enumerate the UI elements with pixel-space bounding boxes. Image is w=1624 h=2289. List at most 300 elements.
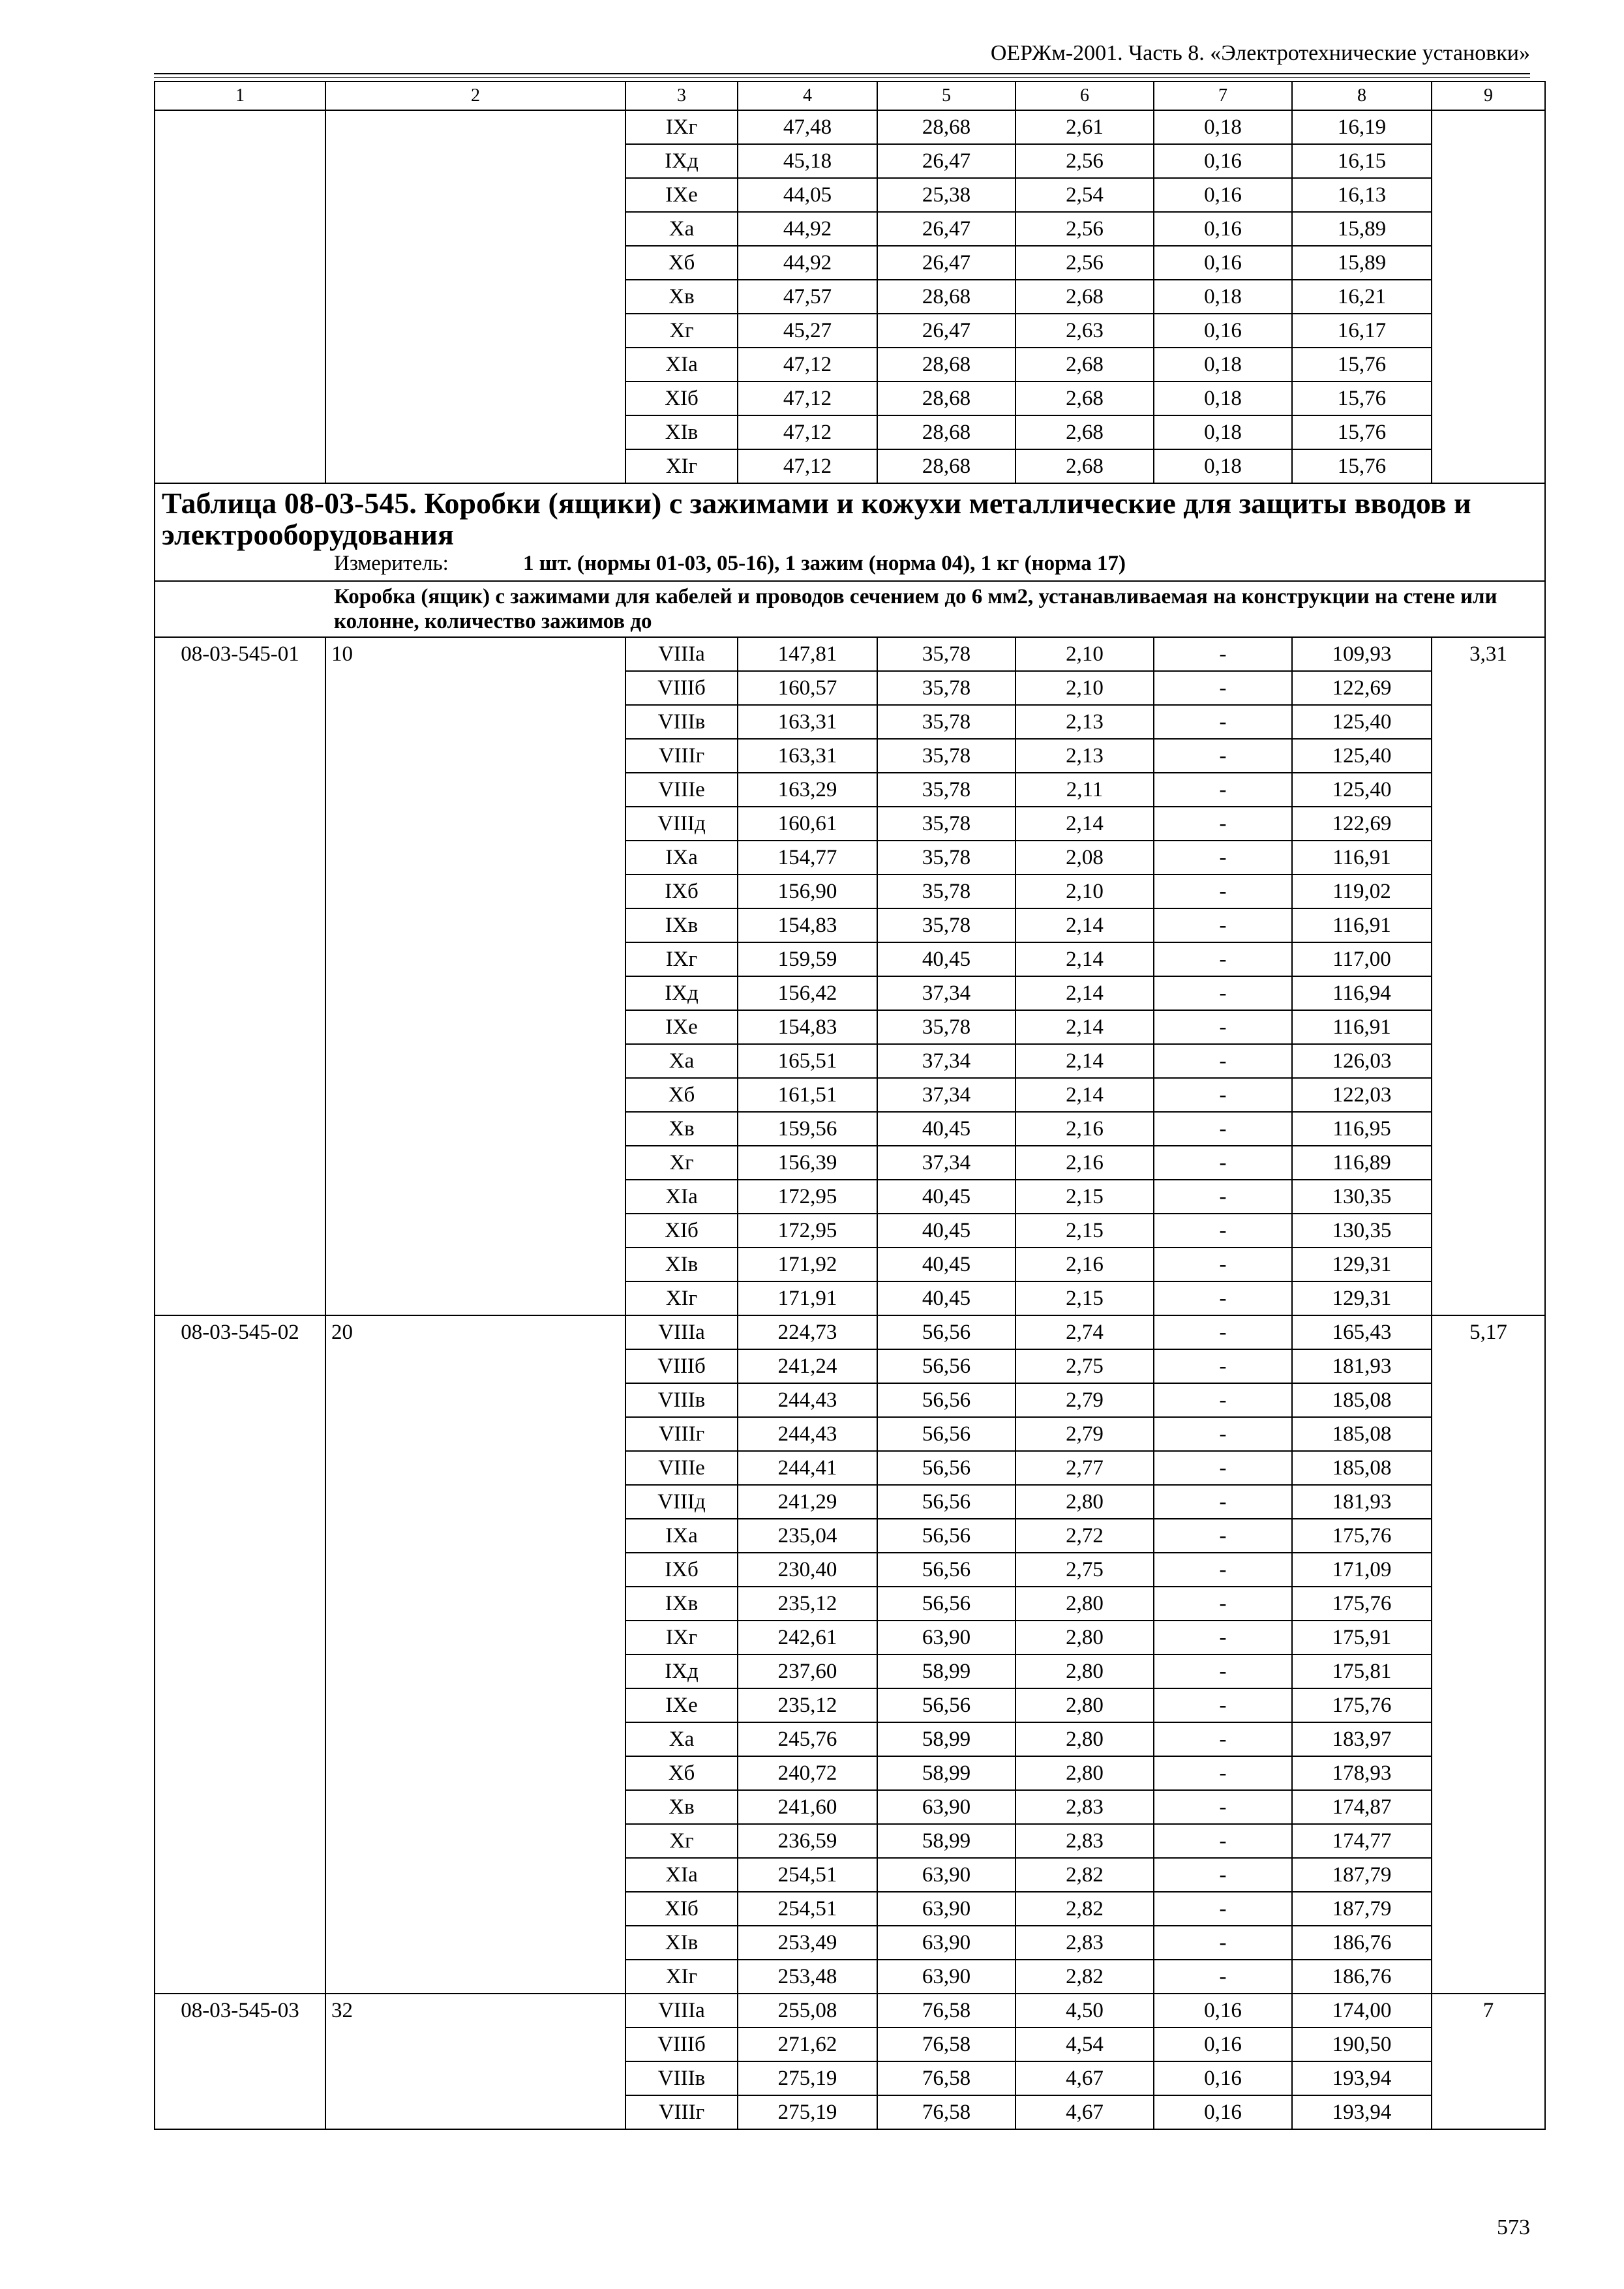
direct-cost-cell: 47,12 (738, 348, 877, 382)
zone-cell: VIIIв (625, 1383, 738, 1417)
direct-cost-cell: 159,59 (738, 942, 877, 976)
direct-cost-cell: 244,41 (738, 1451, 877, 1485)
zone-cell: XIб (625, 1214, 738, 1248)
description-cell (325, 110, 625, 483)
direct-cost-cell: 236,59 (738, 1824, 877, 1858)
direct-cost-cell: 47,12 (738, 415, 877, 449)
direct-cost-cell: 160,57 (738, 671, 877, 705)
column-number-row (155, 82, 1545, 110)
machine-cost-cell: 2,56 (1015, 246, 1154, 280)
zone-cell: IXд (625, 144, 738, 178)
material-cost-cell: 15,76 (1292, 415, 1432, 449)
operator-wage-cell: - (1154, 1248, 1292, 1281)
zone-cell: Xв (625, 280, 738, 314)
operator-wage-cell: 0,16 (1154, 2095, 1292, 2129)
wage-cell: 26,47 (877, 212, 1015, 246)
direct-cost-cell: 271,62 (738, 2027, 877, 2061)
material-cost-cell: 190,50 (1292, 2027, 1432, 2061)
wage-cell: 28,68 (877, 348, 1015, 382)
zone-cell: IXе (625, 1010, 738, 1044)
operator-wage-cell: - (1154, 1553, 1292, 1587)
wage-cell: 56,56 (877, 1587, 1015, 1621)
material-cost-cell: 16,17 (1292, 314, 1432, 348)
direct-cost-cell: 47,12 (738, 449, 877, 483)
direct-cost-cell: 241,24 (738, 1349, 877, 1383)
operator-wage-cell: - (1154, 942, 1292, 976)
operator-wage-cell: - (1154, 637, 1292, 671)
direct-cost-cell: 45,27 (738, 314, 877, 348)
material-cost-cell: 116,91 (1292, 908, 1432, 942)
material-cost-cell: 116,89 (1292, 1146, 1432, 1180)
wage-cell: 25,38 (877, 178, 1015, 212)
zone-cell: IXа (625, 1519, 738, 1553)
material-cost-cell: 175,76 (1292, 1587, 1432, 1621)
machine-cost-cell: 2,79 (1015, 1383, 1154, 1417)
wage-cell: 58,99 (877, 1824, 1015, 1858)
wage-cell: 76,58 (877, 1994, 1015, 2027)
direct-cost-cell: 147,81 (738, 637, 877, 671)
zone-cell: Xв (625, 1790, 738, 1824)
material-cost-cell: 125,40 (1292, 773, 1432, 807)
material-cost-cell: 171,09 (1292, 1553, 1432, 1587)
material-cost-cell: 116,95 (1292, 1112, 1432, 1146)
wage-cell: 37,34 (877, 1146, 1015, 1180)
direct-cost-cell: 44,92 (738, 212, 877, 246)
direct-cost-cell: 163,29 (738, 773, 877, 807)
header-rule-thin (154, 77, 1530, 78)
direct-cost-cell: 254,51 (738, 1892, 877, 1926)
machine-cost-cell: 2,68 (1015, 280, 1154, 314)
direct-cost-cell: 47,12 (738, 382, 877, 415)
machine-cost-cell: 4,50 (1015, 1994, 1154, 2027)
material-cost-cell: 125,40 (1292, 739, 1432, 773)
zone-cell: Xг (625, 314, 738, 348)
direct-cost-cell: 44,05 (738, 178, 877, 212)
machine-cost-cell: 2,82 (1015, 1960, 1154, 1994)
machine-cost-cell: 2,72 (1015, 1519, 1154, 1553)
wage-cell: 26,47 (877, 144, 1015, 178)
zone-cell: XIв (625, 1926, 738, 1960)
wage-cell: 40,45 (877, 1112, 1015, 1146)
material-cost-cell: 193,94 (1292, 2061, 1432, 2095)
machine-cost-cell: 2,15 (1015, 1180, 1154, 1214)
wage-cell: 35,78 (877, 807, 1015, 841)
machine-cost-cell: 2,56 (1015, 144, 1154, 178)
operator-wage-cell: 0,16 (1154, 178, 1292, 212)
zone-cell: VIIIб (625, 2027, 738, 2061)
zone-cell: IXв (625, 1587, 738, 1621)
wage-cell: 40,45 (877, 1248, 1015, 1281)
machine-cost-cell: 2,80 (1015, 1654, 1154, 1688)
zone-cell: VIIIв (625, 705, 738, 739)
table-caption (155, 483, 1545, 581)
material-cost-cell: 178,93 (1292, 1756, 1432, 1790)
table-title: Таблица 08-03-545. Коробки (ящики) с зажимами и кожухи металлические для защиты вводов и электрооборудования (162, 486, 1471, 551)
zone-cell: XIв (625, 415, 738, 449)
direct-cost-cell: 244,43 (738, 1383, 877, 1417)
wage-cell: 26,47 (877, 246, 1015, 280)
machine-cost-cell: 2,68 (1015, 348, 1154, 382)
wage-cell: 35,78 (877, 739, 1015, 773)
operator-wage-cell: - (1154, 1383, 1292, 1417)
subcaption-row (155, 581, 1545, 637)
table-row (155, 637, 1545, 671)
page-header: ОЕРЖм-2001. Часть 8. «Электротехнические установки» (990, 41, 1530, 65)
machine-cost-cell: 2,11 (1015, 773, 1154, 807)
material-cost-cell: 175,76 (1292, 1688, 1432, 1722)
direct-cost-cell: 230,40 (738, 1553, 877, 1587)
column-number-cell: 4 (738, 82, 877, 110)
material-cost-cell: 122,69 (1292, 807, 1432, 841)
direct-cost-cell: 241,29 (738, 1485, 877, 1519)
norm-description-cell: 10 (325, 637, 625, 1315)
operator-wage-cell: 0,16 (1154, 144, 1292, 178)
material-cost-cell: 116,94 (1292, 976, 1432, 1010)
wage-cell: 28,68 (877, 110, 1015, 144)
unit-value: 1 шт. (нормы 01-03, 05-16), 1 зажим (норма 04), 1 кг (норма 17) (523, 552, 1126, 575)
zone-cell: IXб (625, 875, 738, 908)
operator-wage-cell: - (1154, 1315, 1292, 1349)
wage-cell: 56,56 (877, 1417, 1015, 1451)
zone-cell: IXг (625, 1621, 738, 1654)
machine-cost-cell: 2,10 (1015, 637, 1154, 671)
operator-wage-cell: - (1154, 1349, 1292, 1383)
direct-cost-cell: 156,39 (738, 1146, 877, 1180)
zone-cell: XIг (625, 449, 738, 483)
direct-cost-cell: 254,51 (738, 1858, 877, 1892)
zone-cell: VIIIа (625, 637, 738, 671)
norm-extra-cell: 7 (1432, 1994, 1545, 2129)
direct-cost-cell: 159,56 (738, 1112, 877, 1146)
operator-wage-cell: - (1154, 1824, 1292, 1858)
wage-cell: 63,90 (877, 1926, 1015, 1960)
wage-cell: 76,58 (877, 2027, 1015, 2061)
header-rule (154, 73, 1530, 74)
operator-wage-cell: - (1154, 1112, 1292, 1146)
material-cost-cell: 117,00 (1292, 942, 1432, 976)
zone-cell: Xб (625, 246, 738, 280)
material-cost-cell: 165,43 (1292, 1315, 1432, 1349)
material-cost-cell: 15,89 (1292, 212, 1432, 246)
machine-cost-cell: 2,68 (1015, 449, 1154, 483)
direct-cost-cell: 160,61 (738, 807, 877, 841)
zone-cell: VIIIд (625, 807, 738, 841)
operator-wage-cell: 0,18 (1154, 449, 1292, 483)
operator-wage-cell: - (1154, 1519, 1292, 1553)
material-cost-cell: 187,79 (1292, 1858, 1432, 1892)
operator-wage-cell: - (1154, 875, 1292, 908)
direct-cost-cell: 241,60 (738, 1790, 877, 1824)
direct-cost-cell: 245,76 (738, 1722, 877, 1756)
material-cost-cell: 193,94 (1292, 2095, 1432, 2129)
direct-cost-cell: 154,83 (738, 908, 877, 942)
direct-cost-cell: 172,95 (738, 1214, 877, 1248)
machine-cost-cell: 2,14 (1015, 942, 1154, 976)
operator-wage-cell: - (1154, 1078, 1292, 1112)
material-cost-cell: 185,08 (1292, 1383, 1432, 1417)
operator-wage-cell: - (1154, 1044, 1292, 1078)
operator-wage-cell: 0,16 (1154, 1994, 1292, 2027)
material-cost-cell: 174,00 (1292, 1994, 1432, 2027)
norm-code-cell: 08-03-545-03 (155, 1994, 325, 2129)
direct-cost-cell: 255,08 (738, 1994, 877, 2027)
machine-cost-cell: 2,61 (1015, 110, 1154, 144)
machine-cost-cell: 2,15 (1015, 1214, 1154, 1248)
material-cost-cell: 185,08 (1292, 1417, 1432, 1451)
zone-cell: VIIIа (625, 1994, 738, 2027)
zone-cell: IXг (625, 942, 738, 976)
operator-wage-cell: - (1154, 1451, 1292, 1485)
material-cost-cell: 15,89 (1292, 246, 1432, 280)
operator-wage-cell: - (1154, 739, 1292, 773)
wage-cell: 56,56 (877, 1383, 1015, 1417)
material-cost-cell: 116,91 (1292, 841, 1432, 875)
operator-wage-cell: 0,16 (1154, 212, 1292, 246)
direct-cost-cell: 163,31 (738, 705, 877, 739)
zone-cell: Xа (625, 1044, 738, 1078)
operator-wage-cell: 0,18 (1154, 415, 1292, 449)
operator-wage-cell: - (1154, 841, 1292, 875)
material-cost-cell: 122,69 (1292, 671, 1432, 705)
wage-cell: 40,45 (877, 1281, 1015, 1315)
table-body (155, 82, 1545, 2129)
wage-cell: 28,68 (877, 415, 1015, 449)
table-row (155, 1315, 1545, 1349)
direct-cost-cell: 171,92 (738, 1248, 877, 1281)
machine-cost-cell: 4,54 (1015, 2027, 1154, 2061)
machine-cost-cell: 2,80 (1015, 1756, 1154, 1790)
zone-cell: IXе (625, 1688, 738, 1722)
zone-cell: IXа (625, 841, 738, 875)
norm-code-cell: 08-03-545-01 (155, 637, 325, 1315)
direct-cost-cell: 44,92 (738, 246, 877, 280)
machine-cost-cell: 2,10 (1015, 875, 1154, 908)
machine-cost-cell: 2,75 (1015, 1349, 1154, 1383)
wage-cell: 35,78 (877, 671, 1015, 705)
operator-wage-cell: - (1154, 908, 1292, 942)
direct-cost-cell: 244,43 (738, 1417, 877, 1451)
wage-cell: 26,47 (877, 314, 1015, 348)
machine-cost-cell: 2,15 (1015, 1281, 1154, 1315)
column-number-cell: 3 (625, 82, 738, 110)
column-number-cell: 9 (1432, 82, 1545, 110)
material-cost-cell: 125,40 (1292, 705, 1432, 739)
unit-line (162, 550, 1538, 576)
direct-cost-cell: 171,91 (738, 1281, 877, 1315)
zone-cell: XIа (625, 1858, 738, 1892)
zone-cell: VIIIб (625, 1349, 738, 1383)
wage-cell: 37,34 (877, 1044, 1015, 1078)
material-cost-cell: 174,77 (1292, 1824, 1432, 1858)
zone-cell: IXе (625, 178, 738, 212)
material-cost-cell: 130,35 (1292, 1180, 1432, 1214)
zone-cell: Xг (625, 1824, 738, 1858)
machine-cost-cell: 2,10 (1015, 671, 1154, 705)
direct-cost-cell: 47,48 (738, 110, 877, 144)
material-cost-cell: 183,97 (1292, 1722, 1432, 1756)
material-cost-cell: 16,19 (1292, 110, 1432, 144)
operator-wage-cell: 0,16 (1154, 2027, 1292, 2061)
wage-cell: 28,68 (877, 382, 1015, 415)
operator-wage-cell: - (1154, 705, 1292, 739)
material-cost-cell: 16,15 (1292, 144, 1432, 178)
operator-wage-cell: - (1154, 1790, 1292, 1824)
wage-cell: 35,78 (877, 637, 1015, 671)
column-number-cell: 8 (1292, 82, 1432, 110)
wage-cell: 63,90 (877, 1621, 1015, 1654)
operator-wage-cell: - (1154, 1180, 1292, 1214)
direct-cost-cell: 253,49 (738, 1926, 877, 1960)
wage-cell: 76,58 (877, 2061, 1015, 2095)
machine-cost-cell: 2,16 (1015, 1112, 1154, 1146)
zone-cell: VIIIг (625, 2095, 738, 2129)
column-number-cell: 2 (325, 82, 625, 110)
operator-wage-cell: - (1154, 1010, 1292, 1044)
zone-cell: VIIIе (625, 773, 738, 807)
material-cost-cell: 187,79 (1292, 1892, 1432, 1926)
machine-cost-cell: 2,80 (1015, 1485, 1154, 1519)
direct-cost-cell: 275,19 (738, 2095, 877, 2129)
zone-cell: IXв (625, 908, 738, 942)
machine-cost-cell: 2,83 (1015, 1790, 1154, 1824)
zone-cell: IXг (625, 110, 738, 144)
norm-description-cell: 20 (325, 1315, 625, 1994)
norm-table (154, 81, 1546, 2130)
operator-wage-cell: 0,16 (1154, 2061, 1292, 2095)
machine-cost-cell: 2,77 (1015, 1451, 1154, 1485)
operator-wage-cell: - (1154, 1485, 1292, 1519)
wage-cell: 56,56 (877, 1485, 1015, 1519)
zone-cell: Xб (625, 1078, 738, 1112)
machine-cost-cell: 2,63 (1015, 314, 1154, 348)
wage-cell: 56,56 (877, 1553, 1015, 1587)
operator-wage-cell: - (1154, 1281, 1292, 1315)
material-cost-cell: 15,76 (1292, 382, 1432, 415)
wage-cell: 40,45 (877, 1214, 1015, 1248)
direct-cost-cell: 47,57 (738, 280, 877, 314)
table-caption-row (155, 483, 1545, 581)
operator-wage-cell: 0,16 (1154, 314, 1292, 348)
direct-cost-cell: 224,73 (738, 1315, 877, 1349)
wage-cell: 56,56 (877, 1688, 1015, 1722)
table-row (155, 1994, 1545, 2027)
direct-cost-cell: 154,77 (738, 841, 877, 875)
material-cost-cell: 174,87 (1292, 1790, 1432, 1824)
table-row (155, 110, 1545, 144)
wage-cell: 35,78 (877, 841, 1015, 875)
direct-cost-cell: 253,48 (738, 1960, 877, 1994)
material-cost-cell: 16,21 (1292, 280, 1432, 314)
wage-cell: 56,56 (877, 1451, 1015, 1485)
wage-cell: 76,58 (877, 2095, 1015, 2129)
wage-cell: 63,90 (877, 1790, 1015, 1824)
extra-cell (1432, 110, 1545, 483)
wage-cell: 37,34 (877, 976, 1015, 1010)
machine-cost-cell: 2,14 (1015, 1044, 1154, 1078)
wage-cell: 28,68 (877, 449, 1015, 483)
wage-cell: 35,78 (877, 908, 1015, 942)
material-cost-cell: 126,03 (1292, 1044, 1432, 1078)
direct-cost-cell: 240,72 (738, 1756, 877, 1790)
operator-wage-cell: - (1154, 1688, 1292, 1722)
norm-extra-cell: 3,31 (1432, 637, 1545, 1315)
direct-cost-cell: 154,83 (738, 1010, 877, 1044)
operator-wage-cell: - (1154, 976, 1292, 1010)
norm-description-cell: 32 (325, 1994, 625, 2129)
wage-cell: 56,56 (877, 1349, 1015, 1383)
operator-wage-cell: - (1154, 1417, 1292, 1451)
operator-wage-cell: - (1154, 1654, 1292, 1688)
page-number: 573 (1497, 2215, 1530, 2239)
material-cost-cell: 119,02 (1292, 875, 1432, 908)
norm-code-cell: 08-03-545-02 (155, 1315, 325, 1994)
wage-cell: 56,56 (877, 1519, 1015, 1553)
direct-cost-cell: 235,12 (738, 1587, 877, 1621)
zone-cell: Xв (625, 1112, 738, 1146)
subcaption: Коробка (ящик) с зажимами для кабелей и проводов сечением до 6 мм2, устанавливаемая на конструкции на стене или колонне, количество зажимов до (155, 581, 1545, 637)
material-cost-cell: 181,93 (1292, 1349, 1432, 1383)
column-number-cell: 5 (877, 82, 1015, 110)
material-cost-cell: 129,31 (1292, 1281, 1432, 1315)
machine-cost-cell: 2,13 (1015, 705, 1154, 739)
zone-cell: VIIIб (625, 671, 738, 705)
operator-wage-cell: - (1154, 773, 1292, 807)
material-cost-cell: 15,76 (1292, 449, 1432, 483)
direct-cost-cell: 161,51 (738, 1078, 877, 1112)
operator-wage-cell: - (1154, 1858, 1292, 1892)
zone-cell: Xа (625, 1722, 738, 1756)
operator-wage-cell: - (1154, 671, 1292, 705)
code-cell (155, 110, 325, 483)
wage-cell: 40,45 (877, 942, 1015, 976)
zone-cell: Xа (625, 212, 738, 246)
wage-cell: 63,90 (877, 1858, 1015, 1892)
material-cost-cell: 175,81 (1292, 1654, 1432, 1688)
zone-cell: VIIIа (625, 1315, 738, 1349)
column-number-cell: 1 (155, 82, 325, 110)
operator-wage-cell: - (1154, 1214, 1292, 1248)
wage-cell: 28,68 (877, 280, 1015, 314)
zone-cell: VIIIд (625, 1485, 738, 1519)
direct-cost-cell: 163,31 (738, 739, 877, 773)
material-cost-cell: 129,31 (1292, 1248, 1432, 1281)
zone-cell: XIг (625, 1281, 738, 1315)
column-number-cell: 6 (1015, 82, 1154, 110)
zone-cell: XIа (625, 348, 738, 382)
zone-cell: VIIIв (625, 2061, 738, 2095)
machine-cost-cell: 2,68 (1015, 382, 1154, 415)
unit-label: Измеритель: (334, 552, 449, 575)
machine-cost-cell: 2,14 (1015, 908, 1154, 942)
operator-wage-cell: - (1154, 1926, 1292, 1960)
operator-wage-cell: - (1154, 1621, 1292, 1654)
machine-cost-cell: 2,14 (1015, 1010, 1154, 1044)
material-cost-cell: 175,91 (1292, 1621, 1432, 1654)
machine-cost-cell: 2,82 (1015, 1858, 1154, 1892)
operator-wage-cell: 0,18 (1154, 280, 1292, 314)
zone-cell: IXд (625, 1654, 738, 1688)
material-cost-cell: 122,03 (1292, 1078, 1432, 1112)
operator-wage-cell: 0,18 (1154, 110, 1292, 144)
zone-cell: VIIIе (625, 1451, 738, 1485)
machine-cost-cell: 2,83 (1015, 1926, 1154, 1960)
machine-cost-cell: 2,83 (1015, 1824, 1154, 1858)
material-cost-cell: 175,76 (1292, 1519, 1432, 1553)
machine-cost-cell: 2,80 (1015, 1621, 1154, 1654)
material-cost-cell: 16,13 (1292, 178, 1432, 212)
machine-cost-cell: 2,80 (1015, 1688, 1154, 1722)
material-cost-cell: 130,35 (1292, 1214, 1432, 1248)
